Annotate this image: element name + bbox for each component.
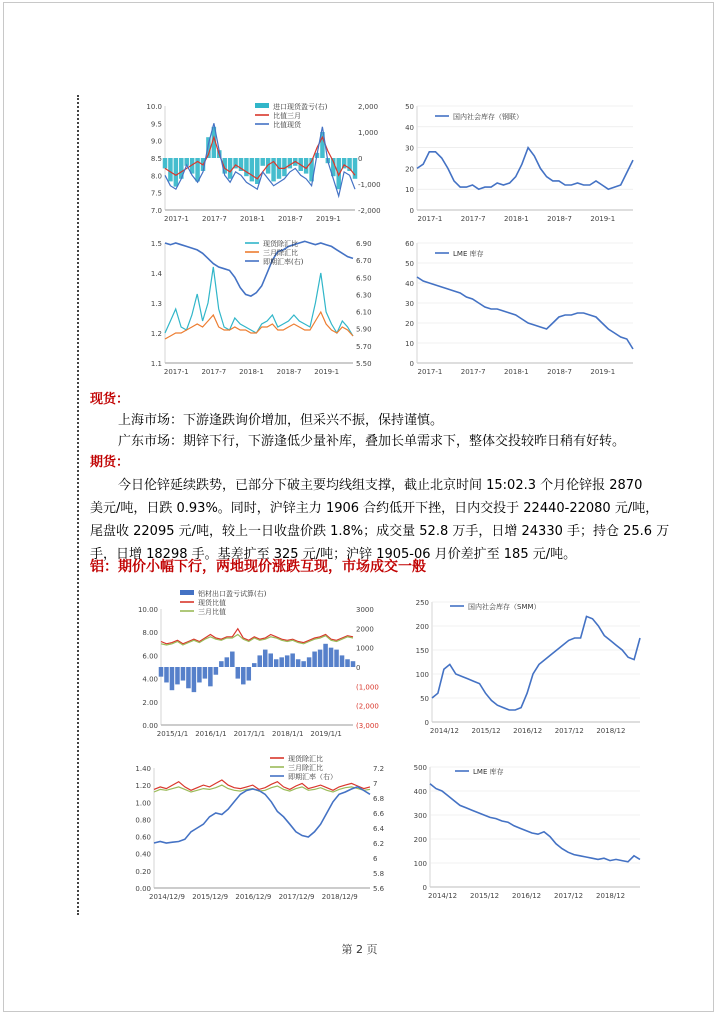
x-tick-label: 2019-1	[316, 215, 341, 223]
y-right-tick-label: 5.70	[356, 342, 372, 351]
y-tick-label: 1.1	[150, 360, 162, 368]
x-tick-label: 2017/12	[554, 892, 584, 900]
futures-line-2: 美元/吨，日跌 0.93%。同时，沪锌主力 1906 合约低开下挫，日内交投于 22440-22080 元/吨，	[90, 501, 659, 516]
series-line	[165, 312, 353, 339]
y-tick-label: 150	[415, 647, 429, 655]
y-right-tick-label: 5.8	[373, 870, 385, 878]
y-tick-label: 200	[415, 623, 429, 631]
y-tick-label: 20	[405, 165, 414, 174]
y-right-tick-label: (2,000	[356, 702, 379, 711]
bar	[241, 667, 246, 684]
y-tick-label: 0	[409, 360, 414, 368]
futures-line-3: 尾盘收 22095 元/吨，较上一日收盘价跌 1.8%；成交量 52.8 万手，日增 24330 手；持仓 25.6 万	[90, 524, 670, 539]
y-tick-label: 8.5	[150, 155, 162, 163]
bar	[296, 659, 301, 667]
bar	[163, 158, 167, 168]
y-right-tick-label: 5.6	[373, 885, 385, 893]
bar	[290, 653, 295, 667]
bar	[214, 667, 219, 675]
x-tick-label: 2016/12	[512, 892, 542, 900]
bar	[230, 652, 235, 667]
bar	[257, 655, 262, 667]
y-tick-label: 7.5	[150, 189, 162, 198]
y-tick-label: 0.60	[135, 833, 151, 842]
x-tick-label: 2019-1	[590, 368, 616, 376]
y-right-tick-label: 6.6	[373, 810, 385, 818]
series-line	[154, 780, 370, 790]
y-tick-label: 500	[413, 764, 427, 772]
futures-line-1: 今日伦锌延续跌势，已部分下破主要均线组支撑，截止北京时间 15:02.3 个月伦锌报 2870	[118, 478, 643, 493]
legend-label: LME 库存	[453, 250, 484, 258]
y-right-tick-label: 6.30	[356, 291, 372, 300]
series-line	[417, 277, 633, 349]
y-tick-label: 100	[415, 671, 429, 679]
x-tick-label: 2018-7	[276, 368, 302, 376]
bar	[323, 644, 328, 667]
y-tick-label: 1.4	[150, 270, 162, 278]
legend-label: 现货除汇比	[263, 240, 298, 248]
bar	[228, 158, 232, 179]
y-right-tick-label: 1000	[356, 644, 374, 653]
bar	[250, 158, 254, 181]
y-tick-label: 0.80	[135, 816, 151, 825]
y-right-tick-label: 2,000	[358, 103, 379, 111]
y-right-tick-label: 1,000	[358, 129, 379, 137]
bar	[288, 158, 292, 168]
y-right-tick-label: 6.2	[373, 840, 385, 848]
legend-label: 即期汇率(右)	[263, 258, 304, 266]
aluminum-section-title: 铝：期价小幅下行，两地现价涨跌互现，市场成交一般	[90, 559, 426, 575]
legend-label: 三月除汇比	[263, 249, 298, 257]
bar	[236, 667, 241, 679]
x-tick-label: 2015/12/9	[192, 893, 229, 901]
x-tick-label: 2016/1/1	[195, 730, 227, 738]
bar	[159, 667, 164, 677]
x-tick-label: 2018/12/9	[321, 893, 358, 901]
legend-label: 三月比值	[198, 608, 226, 616]
bar	[268, 653, 273, 667]
bar	[301, 661, 306, 667]
series-line	[161, 635, 353, 646]
series-line	[432, 616, 640, 710]
y-tick-label: 10	[405, 186, 414, 195]
bar	[263, 650, 268, 667]
bar	[307, 657, 312, 667]
chart-zinc-lme-stock	[395, 235, 645, 385]
y-tick-label: 1.3	[150, 300, 162, 308]
y-tick-label: 400	[413, 788, 427, 796]
bar	[329, 648, 334, 667]
legend-label: 比值三月	[273, 112, 301, 120]
y-tick-label: 8.00	[142, 629, 158, 638]
x-tick-label: 2014/12	[429, 727, 460, 735]
y-tick-label: 40	[405, 123, 414, 132]
x-tick-label: 2019-1	[590, 215, 616, 223]
y-right-tick-label: 2000	[356, 625, 374, 634]
y-tick-label: 9.0	[150, 137, 162, 146]
bar	[168, 158, 172, 181]
legend-label: 比值现货	[273, 121, 301, 129]
x-tick-label: 2017-7	[202, 215, 227, 223]
legend-label: 现货比值	[198, 599, 226, 607]
x-tick-label: 2017/12	[554, 727, 584, 735]
x-tick-label: 2017/12/9	[278, 893, 315, 901]
x-tick-label: 2014/12	[428, 892, 458, 900]
bar	[353, 158, 357, 179]
y-tick-label: 200	[413, 836, 427, 844]
x-tick-label: 2018-1	[239, 368, 264, 376]
bar	[345, 659, 350, 667]
x-tick-label: 2017-7	[460, 368, 486, 376]
y-tick-label: 20	[405, 320, 414, 328]
y-right-tick-label: 6.4	[373, 825, 385, 833]
y-right-tick-label: 6.70	[356, 257, 372, 266]
spot-section	[90, 389, 690, 565]
x-tick-label: 2018-7	[547, 368, 572, 376]
y-tick-label: 0	[409, 207, 414, 215]
x-tick-label: 2015/12	[471, 727, 501, 735]
x-tick-label: 2017-7	[201, 368, 227, 376]
bar	[247, 667, 252, 681]
x-tick-label: 2018-1	[503, 368, 529, 376]
y-tick-label: 10.00	[137, 606, 158, 614]
bar	[164, 667, 169, 682]
bar	[312, 652, 317, 667]
x-tick-label: 2015/1/1	[156, 730, 189, 738]
y-right-tick-label: 7.2	[373, 765, 385, 773]
y-tick-label: 50	[405, 260, 414, 268]
legend-label: 进口现货盈亏(右)	[273, 103, 328, 111]
legend-label: 国内社会库存（钢联）	[453, 113, 523, 121]
bar	[340, 655, 345, 667]
y-right-tick-label: 6.10	[356, 308, 372, 317]
y-right-tick-label: 0	[358, 155, 363, 163]
y-tick-label: 0	[424, 719, 429, 727]
bar	[255, 158, 259, 184]
bar	[208, 667, 213, 686]
y-tick-label: 0.00	[142, 722, 158, 730]
x-tick-label: 2017-1	[164, 215, 189, 223]
page-number: 第 2 页	[341, 943, 378, 956]
bar	[279, 657, 284, 667]
spot-shanghai: 上海市场：下游逢跌询价增加，但采兴不振，保持谨慎。	[118, 413, 444, 428]
bar	[351, 661, 356, 667]
futures-line-4: 手，日增 18298 手。基差扩至 325 元/吨；沪锌 1905-06 月价差扩至 185 元/吨。	[90, 547, 577, 562]
x-tick-label: 2019-1	[314, 368, 340, 376]
chart-al-ratio-export	[125, 585, 395, 745]
y-tick-label: 50	[405, 103, 414, 111]
y-tick-label: 1.5	[150, 240, 162, 248]
bar	[334, 650, 339, 667]
chart-al-lme-stock	[400, 755, 650, 905]
x-tick-label: 2018-7	[547, 215, 572, 223]
chart-zinc-import-ratio-fx	[135, 235, 385, 385]
y-tick-label: 250	[415, 599, 429, 607]
x-tick-label: 2017-7	[460, 215, 486, 223]
y-right-tick-label: 6.90	[356, 240, 372, 248]
futures-heading: 期货：	[90, 455, 130, 470]
y-tick-label: 2.00	[142, 698, 158, 707]
y-tick-label: 10	[405, 340, 414, 348]
y-tick-label: 0	[422, 884, 427, 892]
x-tick-label: 2018/12	[596, 727, 626, 735]
spot-guangdong: 广东市场：期锌下行，下游逢低少量补库，叠加长单需求下，整体交投较昨日稍有好转。	[118, 434, 626, 449]
y-tick-label: 0.40	[135, 850, 151, 859]
bar	[203, 667, 208, 679]
chart-al-domestic-stock	[400, 590, 650, 740]
bar	[175, 667, 180, 684]
legend-swatch	[255, 103, 269, 108]
x-tick-label: 2018-7	[278, 215, 303, 223]
chart-zinc-domestic-stock	[395, 98, 645, 228]
y-right-tick-label: (1,000	[356, 683, 379, 692]
bar	[197, 667, 202, 682]
y-tick-label: 8.0	[150, 172, 162, 181]
y-right-tick-label: (3,000	[356, 722, 379, 730]
y-tick-label: 50	[420, 695, 429, 703]
legend-label: 三月除汇比	[288, 764, 323, 772]
bar	[192, 667, 197, 692]
bar	[174, 158, 178, 187]
bar	[181, 667, 186, 681]
y-tick-label: 30	[405, 300, 414, 308]
x-tick-label: 2017-1	[417, 368, 443, 376]
bar	[274, 659, 279, 667]
bar	[252, 663, 257, 667]
y-tick-label: 9.5	[150, 120, 162, 129]
series-line	[165, 241, 353, 296]
x-tick-label: 2017-1	[163, 368, 189, 376]
bar	[260, 158, 264, 166]
x-tick-label: 2016/12	[513, 727, 543, 735]
x-tick-label: 2018/12	[596, 892, 626, 900]
y-tick-label: 30	[405, 144, 414, 153]
bar	[186, 667, 191, 688]
chart-al-import-ratio-fx	[120, 750, 395, 910]
bar	[170, 667, 175, 690]
legend-label: 国内社会库存（SMM）	[468, 603, 541, 611]
bar	[285, 655, 290, 667]
y-tick-label: 7.0	[150, 207, 162, 215]
y-right-tick-label: 5.50	[356, 360, 372, 368]
legend-label: 铝材出口盈亏试算(右)	[198, 590, 267, 598]
series-line	[430, 784, 640, 862]
x-tick-label: 2017-1	[417, 215, 443, 223]
spot-heading: 现货：	[90, 392, 130, 407]
y-tick-label: 10.0	[146, 103, 162, 111]
y-tick-label: 0.00	[135, 885, 151, 893]
y-tick-label: 60	[405, 240, 414, 248]
y-right-tick-label: 6.50	[356, 274, 372, 283]
margin-dotted-rule	[77, 95, 79, 915]
legend-label: 即期汇率（右）	[288, 773, 337, 781]
series-line	[154, 787, 370, 843]
bar	[219, 661, 224, 667]
bar	[225, 657, 230, 667]
y-right-tick-label: 5.90	[356, 325, 372, 334]
bar	[336, 158, 340, 189]
x-tick-label: 2015/12	[470, 892, 500, 900]
x-tick-label: 2018/1/1	[271, 730, 304, 738]
x-tick-label: 2017/1/1	[233, 730, 266, 738]
legend-label: 现货除汇比	[288, 755, 323, 763]
y-tick-label: 1.40	[135, 765, 151, 773]
y-tick-label: 300	[413, 812, 427, 820]
x-tick-label: 2014/12/9	[149, 893, 185, 901]
x-tick-label: 2018-1	[503, 215, 529, 223]
bar	[318, 650, 323, 667]
x-tick-label: 2019/1/1	[310, 730, 342, 738]
y-right-tick-label: 0	[356, 664, 361, 672]
y-right-tick-label: -2,000	[358, 207, 381, 215]
y-right-tick-label: -1,000	[358, 181, 381, 189]
y-right-tick-label: 3000	[356, 606, 374, 614]
y-tick-label: 1.20	[135, 782, 151, 791]
y-tick-label: 6.00	[142, 652, 158, 661]
y-tick-label: 100	[413, 860, 427, 868]
y-tick-label: 4.00	[142, 675, 158, 684]
legend-label: LME 库存	[473, 768, 504, 776]
y-tick-label: 40	[405, 280, 414, 288]
y-tick-label: 1.2	[150, 330, 162, 338]
y-tick-label: 0.20	[135, 867, 151, 876]
legend-swatch	[180, 590, 194, 595]
x-tick-label: 2018-1	[240, 215, 265, 223]
y-tick-label: 1.00	[135, 799, 151, 808]
x-tick-label: 2016/12/9	[235, 893, 272, 901]
y-right-tick-label: 7	[373, 780, 378, 788]
y-right-tick-label: 6.8	[373, 795, 385, 803]
chart-zinc-ratio-import	[135, 98, 385, 228]
y-right-tick-label: 6	[373, 855, 378, 863]
